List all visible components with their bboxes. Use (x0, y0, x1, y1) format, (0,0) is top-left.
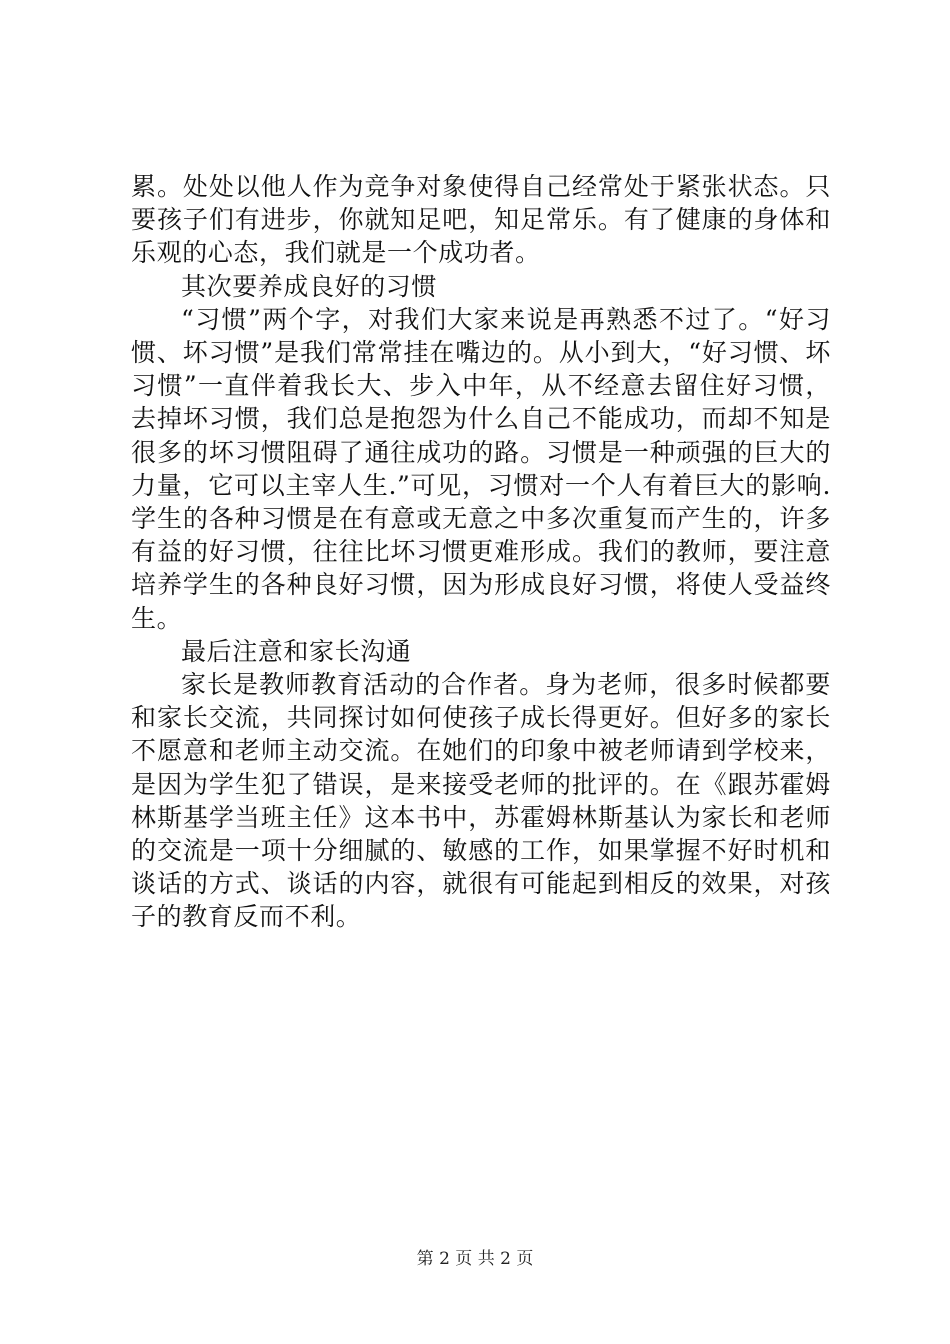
document-body (131, 170, 831, 934)
section-heading-parents: 最后注意和家长沟通 (181, 636, 412, 666)
paragraph-parents: 家长是教师教育活动的合作者。身为老师，很多时候都要和家长交流，共同探讨如何使孩子成长得更好。但好多的家长不愿意和老师主动交流。在她们的印象中被老师请到学校来，是因为学生犯了错误，是来接受老师的批评的。在《跟苏霍姆林斯基学当班主任》这本书中，苏霍姆林斯基认为家长和老师的交流是一项十分细腻的、敏感的工作，如果掌握不好时机和谈话的方式、谈话的内容，就很有可能起到相反的效果，对孩子的教育反而不利。 (131, 670, 831, 932)
paragraph-continuation: 累。处处以他人作为竞争对象使得自己经常处于紧张状态。只要孩子们有进步，你就知足吧，知足常乐。有了健康的身体和乐观的心态，我们就是一个成功者。 (131, 172, 831, 268)
paragraph-habits: “习惯”两个字，对我们大家来说是再熟悉不过了。“好习惯、坏习惯”是我们常常挂在嘴边的。从小到大，“好习惯、坏习惯”一直伴着我长大、步入中年，从不经意去留住好习惯，去掉坏习惯，我们总是抱怨为什么自己不能成功，而却不知是很多的坏习惯阻碍了通往成功的路。习惯是一种顽强的巨大的力量，它可以主宰人生.”可见，习惯对一个人有着巨大的影响.学生的各种习惯是在有意或无意之中多次重复而产生的，许多有益的好习惯，往往比坏习惯更难形成。我们的教师，要注意培养学生的各种良好习惯，因为形成良好习惯，将使人受益终生。 (131, 304, 831, 633)
section-heading-habits: 其次要养成良好的习惯 (181, 271, 438, 301)
page-number-footer: 第 2 页 共 2 页 (416, 1249, 534, 1269)
